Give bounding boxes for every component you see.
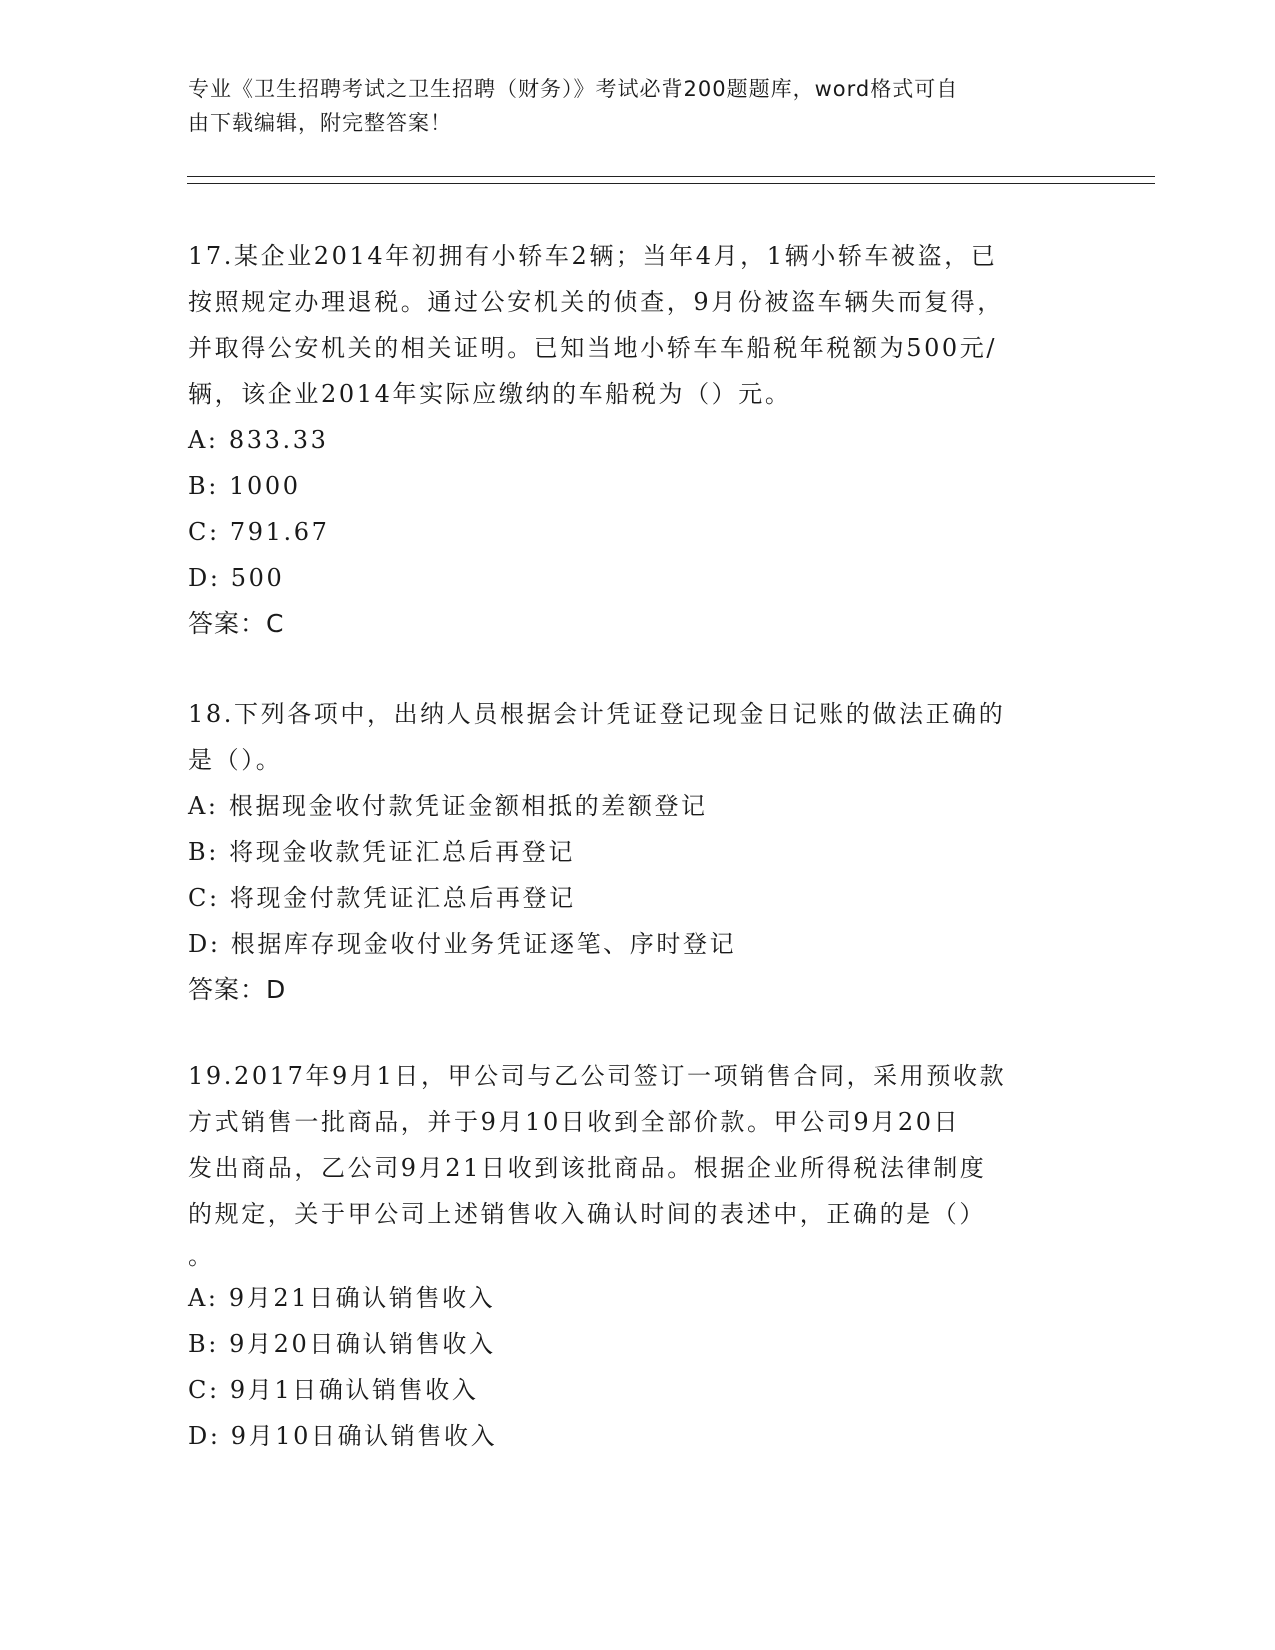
answer-line: 答案：C (188, 609, 285, 638)
option-b (188, 829, 1088, 875)
header-rule-bottom (187, 183, 1155, 184)
header-rule-top (187, 176, 1155, 177)
answer-line: 答案：D (188, 975, 287, 1004)
question-trailing-punctuation: 。 (188, 1242, 212, 1270)
option-text: 791.67 (229, 518, 330, 546)
option-a (188, 417, 1088, 463)
question-text-line: 方式销售一批商品，并于9月10日收到全部价款。甲公司9月20日 (188, 1108, 961, 1136)
option-text: 根据库存现金收付业务凭证逐笔、序时登记 (230, 930, 737, 958)
option-label: D: (188, 1422, 231, 1450)
question-19 (188, 1053, 1088, 1459)
option-label: C: (188, 518, 230, 546)
option-label: D: (188, 930, 231, 958)
option-label: A: (188, 1284, 229, 1312)
option-b (188, 463, 1088, 509)
option-label: C: (188, 1376, 230, 1404)
question-text-line: 18.下列各项中，出纳人员根据会计凭证登记现金日记账的做法正确的 (188, 700, 1006, 728)
option-label: C: (188, 884, 230, 912)
option-label: B: (188, 1330, 230, 1358)
option-text: 9月20日确认销售收入 (229, 1330, 496, 1358)
header-line-2: 由下载编辑，附完整答案！ (188, 111, 452, 135)
question-text-line: 19.2017年9月1日，甲公司与乙公司签订一项销售合同，采用预收款 (188, 1062, 1007, 1090)
option-text: 1000 (229, 472, 301, 500)
option-text: 9月21日确认销售收入 (228, 1284, 496, 1312)
question-text-line: 是（）。 (188, 746, 283, 774)
option-a (188, 1275, 1088, 1321)
option-text: 将现金收款凭证汇总后再登记 (229, 838, 575, 866)
question-text-line: 的规定，关于甲公司上述销售收入确认时间的表述中，正确的是（） (188, 1200, 986, 1228)
option-c (188, 509, 1088, 555)
option-text: 9月1日确认销售收入 (229, 1376, 479, 1404)
option-label: A: (188, 426, 229, 454)
option-text: 根据现金收付款凭证金额相抵的差额登记 (228, 792, 708, 820)
option-d (188, 1413, 1088, 1459)
option-a (188, 783, 1088, 829)
document-header (188, 72, 1088, 140)
option-d (188, 555, 1088, 601)
option-label: D: (188, 564, 231, 592)
question-text-line: 发出商品，乙公司9月21日收到该批商品。根据企业所得税法律制度 (188, 1154, 987, 1182)
option-text: 500 (230, 564, 285, 592)
option-b (188, 1321, 1088, 1367)
question-text-line: 辆，该企业2014年实际应缴纳的车船税为（）元。 (188, 380, 792, 408)
header-line-1: 专业《卫生招聘考试之卫生招聘（财务）》考试必背200题题库，word格式可自 (188, 77, 959, 101)
option-label: B: (188, 838, 230, 866)
question-text-line: 按照规定办理退税。通过公安机关的侦查，9月份被盗车辆失而复得， (188, 288, 1004, 316)
option-label: B: (188, 472, 230, 500)
option-c (188, 875, 1088, 921)
question-text-line: 并取得公安机关的相关证明。已知当地小轿车车船税年税额为500元/ (188, 334, 998, 362)
question-text-line: 17.某企业2014年初拥有小轿车2辆；当年4月，1辆小轿车被盗，已 (188, 242, 998, 270)
option-d (188, 921, 1088, 967)
question-18 (188, 691, 1088, 1013)
question-17 (188, 233, 1088, 647)
option-text: 833.33 (228, 426, 329, 454)
option-c (188, 1367, 1088, 1413)
option-label: A: (188, 792, 229, 820)
option-text: 将现金付款凭证汇总后再登记 (229, 884, 576, 912)
option-text: 9月10日确认销售收入 (230, 1422, 498, 1450)
